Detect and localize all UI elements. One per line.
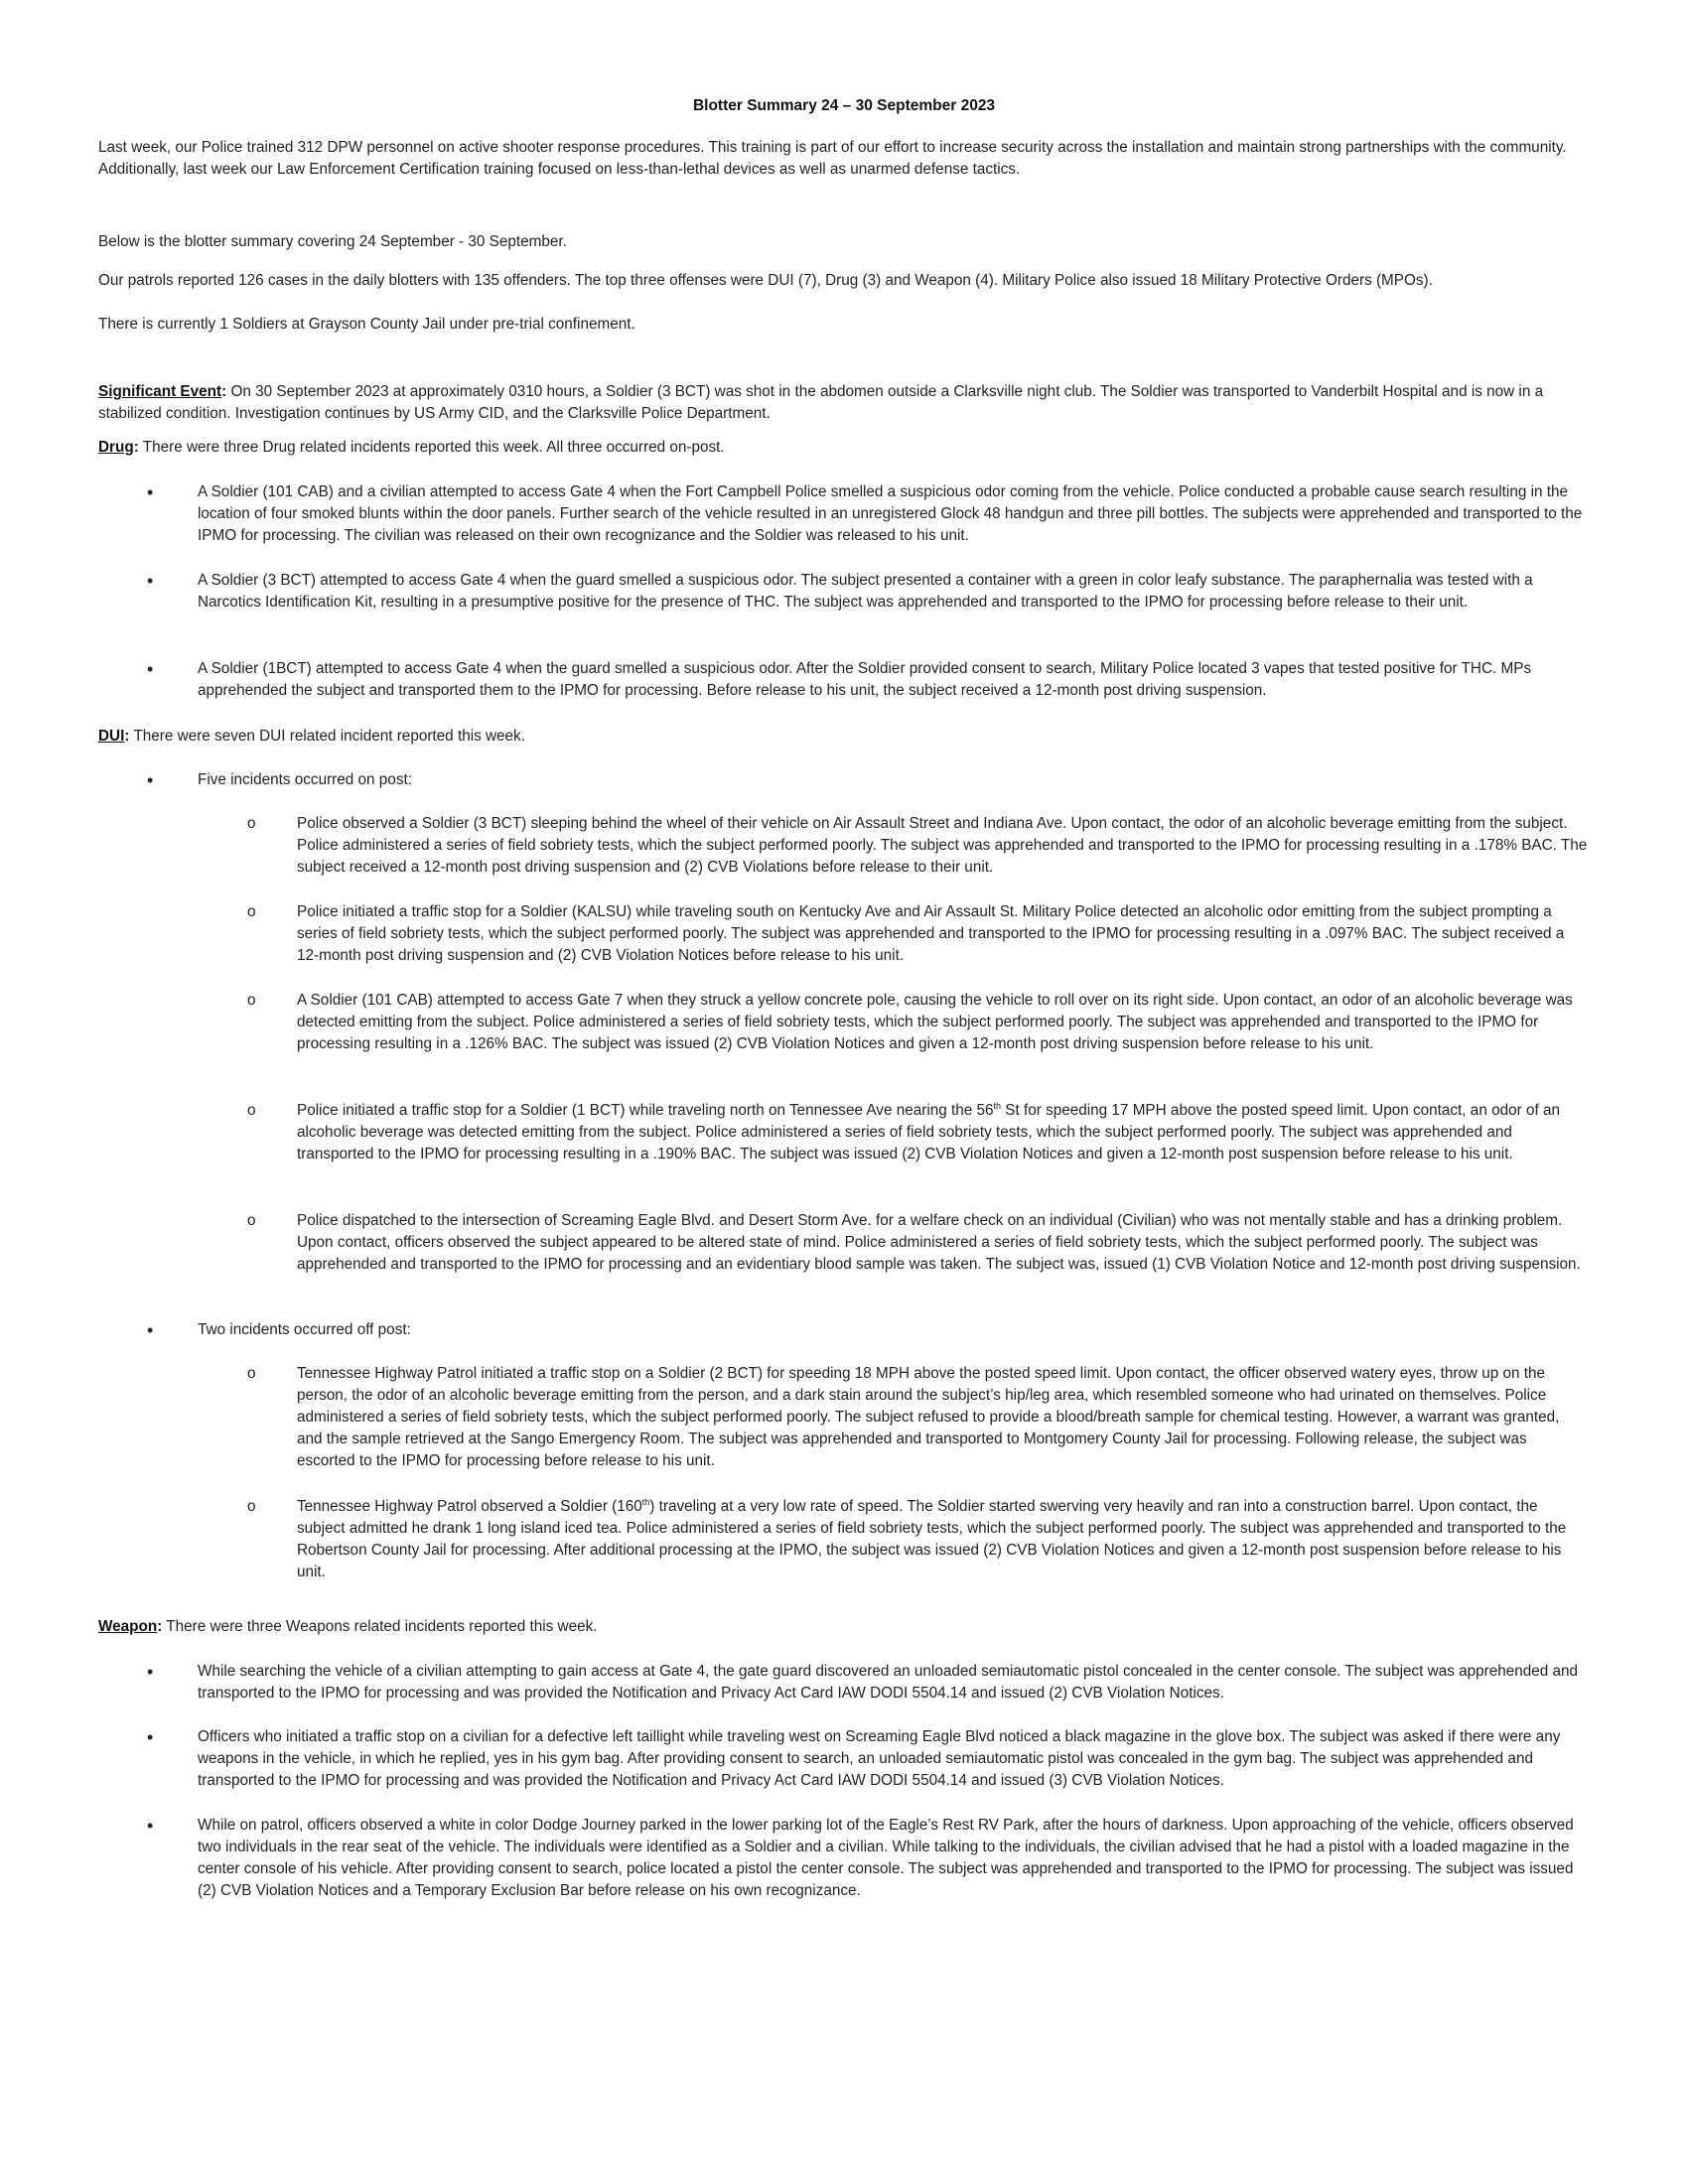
drug-item-3: A Soldier (1BCT) attempted to access Gate 4 when the guard smelled a suspicious odor. After the Soldier provided consent to search, Military Police located 3 vapes that tested positive for THC. MPs apprehended the subject and transported them to the IPMO for processing. Before release to his unit, the subject received a 12-month post driving suspension. <box>198 660 1532 699</box>
significant-event-text: On 30 September 2023 at approximately 0310 hours, a Soldier (3 BCT) was shot in the abdomen outside a Clarksville night club. The Soldier was transported to Vanderbilt Hospital and is now in a stabilized condition. Investigation continues by US Army CID, and the Clarksville Police Department. <box>98 383 1544 422</box>
dui-off-post-item-1: Tennessee Highway Patrol initiated a traffic stop on a Soldier (2 BCT) for speeding 18 MPH above the posted speed limit. Upon contact, the officer observed watery eyes, throw up on the person, the odor of an alcoholic beverage emitting from the person, and a dark stain around the subject’s hip/leg area, which resembled someone who had urinated on themselves. Police administered a series of field sobriety tests, which the subject performed poorly. The subject refused to provide a blood/breath sample for chemical testing. However, a warrant was granted, and the sample retrieved at the Sango Emergency Room. The subject was apprehended and transported to Montgomery County Jail for processing. Following release, the subject was escorted to the IPMO for processing before release to his unit. <box>297 1365 1560 1469</box>
weapon-section-heading: Weapon: There were three Weapons related incidents reported this week. <box>98 1618 598 1635</box>
bullet-marker: • <box>147 571 154 591</box>
sub-bullet-marker: o <box>247 1212 256 1229</box>
sub-bullet-marker: o <box>247 1102 256 1119</box>
sub-bullet-marker: o <box>247 1365 256 1382</box>
weapon-label: Weapon <box>98 1618 158 1635</box>
dui-section-heading: DUI: There were seven DUI related incident reported this week. <box>98 728 525 745</box>
drug-item-2: A Soldier (3 BCT) attempted to access Gate 4 when the guard smelled a suspicious odor. The subject presented a container with a green in color leafy substance. The paraphernalia was tested with a Narcotics Identification Kit, resulting in a presumptive positive for the presence of THC. The subject was apprehended and transported to the IPMO for processing before release to their unit. <box>198 572 1533 611</box>
dui-on-post-item-2: Police initiated a traffic stop for a Soldier (KALSU) while traveling south on Kentucky Ave and Air Assault St. Military Police detected an alcoholic odor emitting from the subject prompting a series of field sobriety tests, which the subject performed poorly. The subject was apprehended and transported to the IPMO for processing resulting in a .097% BAC. The subject received a 12-month post driving suspension and (2) CVB Violation Notices before release to his unit. <box>297 903 1565 964</box>
bullet-marker: • <box>147 482 154 502</box>
dui-on-post-item-1: Police observed a Soldier (3 BCT) sleeping behind the wheel of their vehicle on Air Assault Street and Indiana Ave. Upon contact, the odor of an alcoholic beverage emitting from the subject. Police administered a series of field sobriety tests, which the subject performed poorly. The subject was apprehended and transported to the IPMO for processing resulting in a .178% BAC. The subject received a 12-month post driving suspension and (2) CVB Violations before release to their unit. <box>297 815 1588 876</box>
sub-bullet-marker: o <box>247 992 256 1009</box>
drug-item-1: A Soldier (101 CAB) and a civilian attempted to access Gate 4 when the Fort Campbell Police smelled a suspicious odor coming from the vehicle. Police conducted a probable cause search resulting in the location of four smoked blunts within the door panels. Further search of the vehicle resulted in an unregistered Glock 48 handgun and three pill bottles. The subjects were apprehended and transported to the IPMO for processing. The civilian was released on their own recognizance and the Soldier was released to his unit. <box>198 483 1583 544</box>
significant-event-paragraph: Significant Event: On 30 September 2023 at approximately 0310 hours, a Soldier (3 BCT) was shot in the abdomen outside a Clarksville night club. The Soldier was transported to Vanderbilt Hospital and is now in a stabilized condition. Investigation continues by US Army CID, and the Clarksville Police Department. <box>98 383 1544 422</box>
weapon-item-3: While on patrol, officers observed a white in color Dodge Journey parked in the lower parking lot of the Eagle’s Rest RV Park, after the hours of darkness. Upon approaching of the vehicle, officers observed two individuals in the rear seat of the vehicle. The individuals were identified as a Soldier and a civilian. While talking to the individuals, the civilian advised that he had a pistol with a loaded magazine in the center console of his vehicle. After providing consent to search, police located a pistol the center console. The subject was apprehended and transported to the IPMO for processing. The subject was issued (2) CVB Violation Notices and a Temporary Exclusion Bar before release on his own recognizance. <box>198 1817 1574 1899</box>
intro-paragraph: Last week, our Police trained 312 DPW personnel on active shooter response procedures. This training is part of our effort to increase security across the installation and maintain strong partnerships with the community. Additionally, last week our Law Enforcement Certification training focused on less-than-lethal devices as well as unarmed defense tactics. <box>98 139 1567 178</box>
weapon-intro-text: There were three Weapons related incidents reported this week. <box>162 1618 598 1635</box>
summary-confinement-line: There is currently 1 Soldiers at Grayson County Jail under pre-trial confinement. <box>98 316 635 333</box>
bullet-marker: • <box>147 1320 154 1340</box>
drug-label: Drug <box>98 439 134 456</box>
bullet-marker: • <box>147 1662 154 1682</box>
significant-event-label: Significant Event <box>98 383 222 400</box>
drug-intro-text: There were three Drug related incidents reported this week. All three occurred on-post. <box>138 439 725 456</box>
sub-bullet-marker: o <box>247 903 256 920</box>
dui-on-post-item-3: A Soldier (101 CAB) attempted to access Gate 7 when they struck a yellow concrete pole, causing the vehicle to roll over on its right side. Upon contact, an odor of an alcoholic beverage was detected emitting from the subject. Police administered a series of field sobriety tests, which the subject performed poorly. The subject was apprehended and transported to the IPMO for processing resulting in a .126% BAC. The subject was issued (2) CVB Violation Notices and given a 12-month post driving suspension before release to his unit. <box>297 992 1573 1052</box>
dui-on-post-item-4: Police initiated a traffic stop for a Soldier (1 BCT) while traveling north on Tennessee Ave nearing the 56th St for speeding 17 MPH above the posted speed limit. Upon contact, an odor of an alcoholic beverage was detected emitting from the subject. Police administered a series of field sobriety tests, which the subject performed poorly. The subject was apprehended and transported to the IPMO for processing resulting in a .190% BAC. The subject was issued (2) CVB Violation Notices and given a 12-month post suspension before release to his unit. <box>297 1100 1560 1162</box>
summary-stats-line: Our patrols reported 126 cases in the daily blotters with 135 offenders. The top three offenses were DUI (7), Drug (3) and Weapon (4). Military Police also issued 18 Military Protective Orders (MPOs). <box>98 272 1433 289</box>
dui-off-post-label: Two incidents occurred off post: <box>198 1321 411 1338</box>
weapon-item-1: While searching the vehicle of a civilian attempting to gain access at Gate 4, the gate guard discovered an unloaded semiautomatic pistol concealed in the center console. The subject was apprehended and transported to the IPMO for processing and was provided the Notification and Privacy Act Card IAW DODI 5504.14 and issued (2) CVB Violation Notices. <box>198 1663 1579 1702</box>
dui-intro-text: There were seven DUI related incident reported this week. <box>129 728 525 745</box>
summary-covering-line: Below is the blotter summary covering 24 September - 30 September. <box>98 233 567 250</box>
sub-bullet-marker: o <box>247 1498 256 1515</box>
dui-label: DUI <box>98 728 125 745</box>
bullet-marker: • <box>147 1727 154 1747</box>
bullet-marker: • <box>147 1816 154 1836</box>
weapon-item-2: Officers who initiated a traffic stop on a civilian for a defective left taillight while traveling west on Screaming Eagle Blvd noticed a black magazine in the glove box. The subject was asked if there were any weapons in the vehicle, in which he replied, yes in his gym bag. After providing consent to search, an unloaded semiautomatic pistol was concealed in the gym bag. The subject was apprehended and transported to the IPMO for processing and was provided the Notification and Privacy Act Card IAW DODI 5504.14 and issued (3) CVB Violation Notices. <box>198 1728 1561 1789</box>
drug-section-heading: Drug: There were three Drug related incidents reported this week. All three occurred on-post. <box>98 439 725 456</box>
dui-off-post-item-2: Tennessee Highway Patrol observed a Soldier (160th) traveling at a very low rate of speed. The Soldier started swerving very heavily and ran into a construction barrel. Upon contact, the subject admitted he drank 1 long island iced tea. Police administered a series of field sobriety tests, which the subject performed poorly. The subject was apprehended and transported to the Robertson County Jail for processing. After additional processing at the IPMO, the subject was issued (2) CVB Violation Notices and given a 12-month post suspension before release to his unit. <box>297 1496 1567 1580</box>
dui-on-post-item-5: Police dispatched to the intersection of Screaming Eagle Blvd. and Desert Storm Ave. for a welfare check on an individual (Civilian) who was not mentally stable and has a drinking problem. Upon contact, officers observed the subject appeared to be altered state of mind. Police administered a series of field sobriety tests, which the subject performed poorly. The subject was apprehended and transported to the IPMO for processing and an evidentiary blood sample was taken. The subject was, issued (1) CVB Violation Notice and 12-month post driving suspension. <box>297 1212 1581 1273</box>
bullet-marker: • <box>147 659 154 679</box>
document-title: Blotter Summary 24 – 30 September 2023 <box>692 97 996 114</box>
dui-on-post-label: Five incidents occurred on post: <box>198 771 412 788</box>
bullet-marker: • <box>147 770 154 790</box>
sub-bullet-marker: o <box>247 815 256 832</box>
